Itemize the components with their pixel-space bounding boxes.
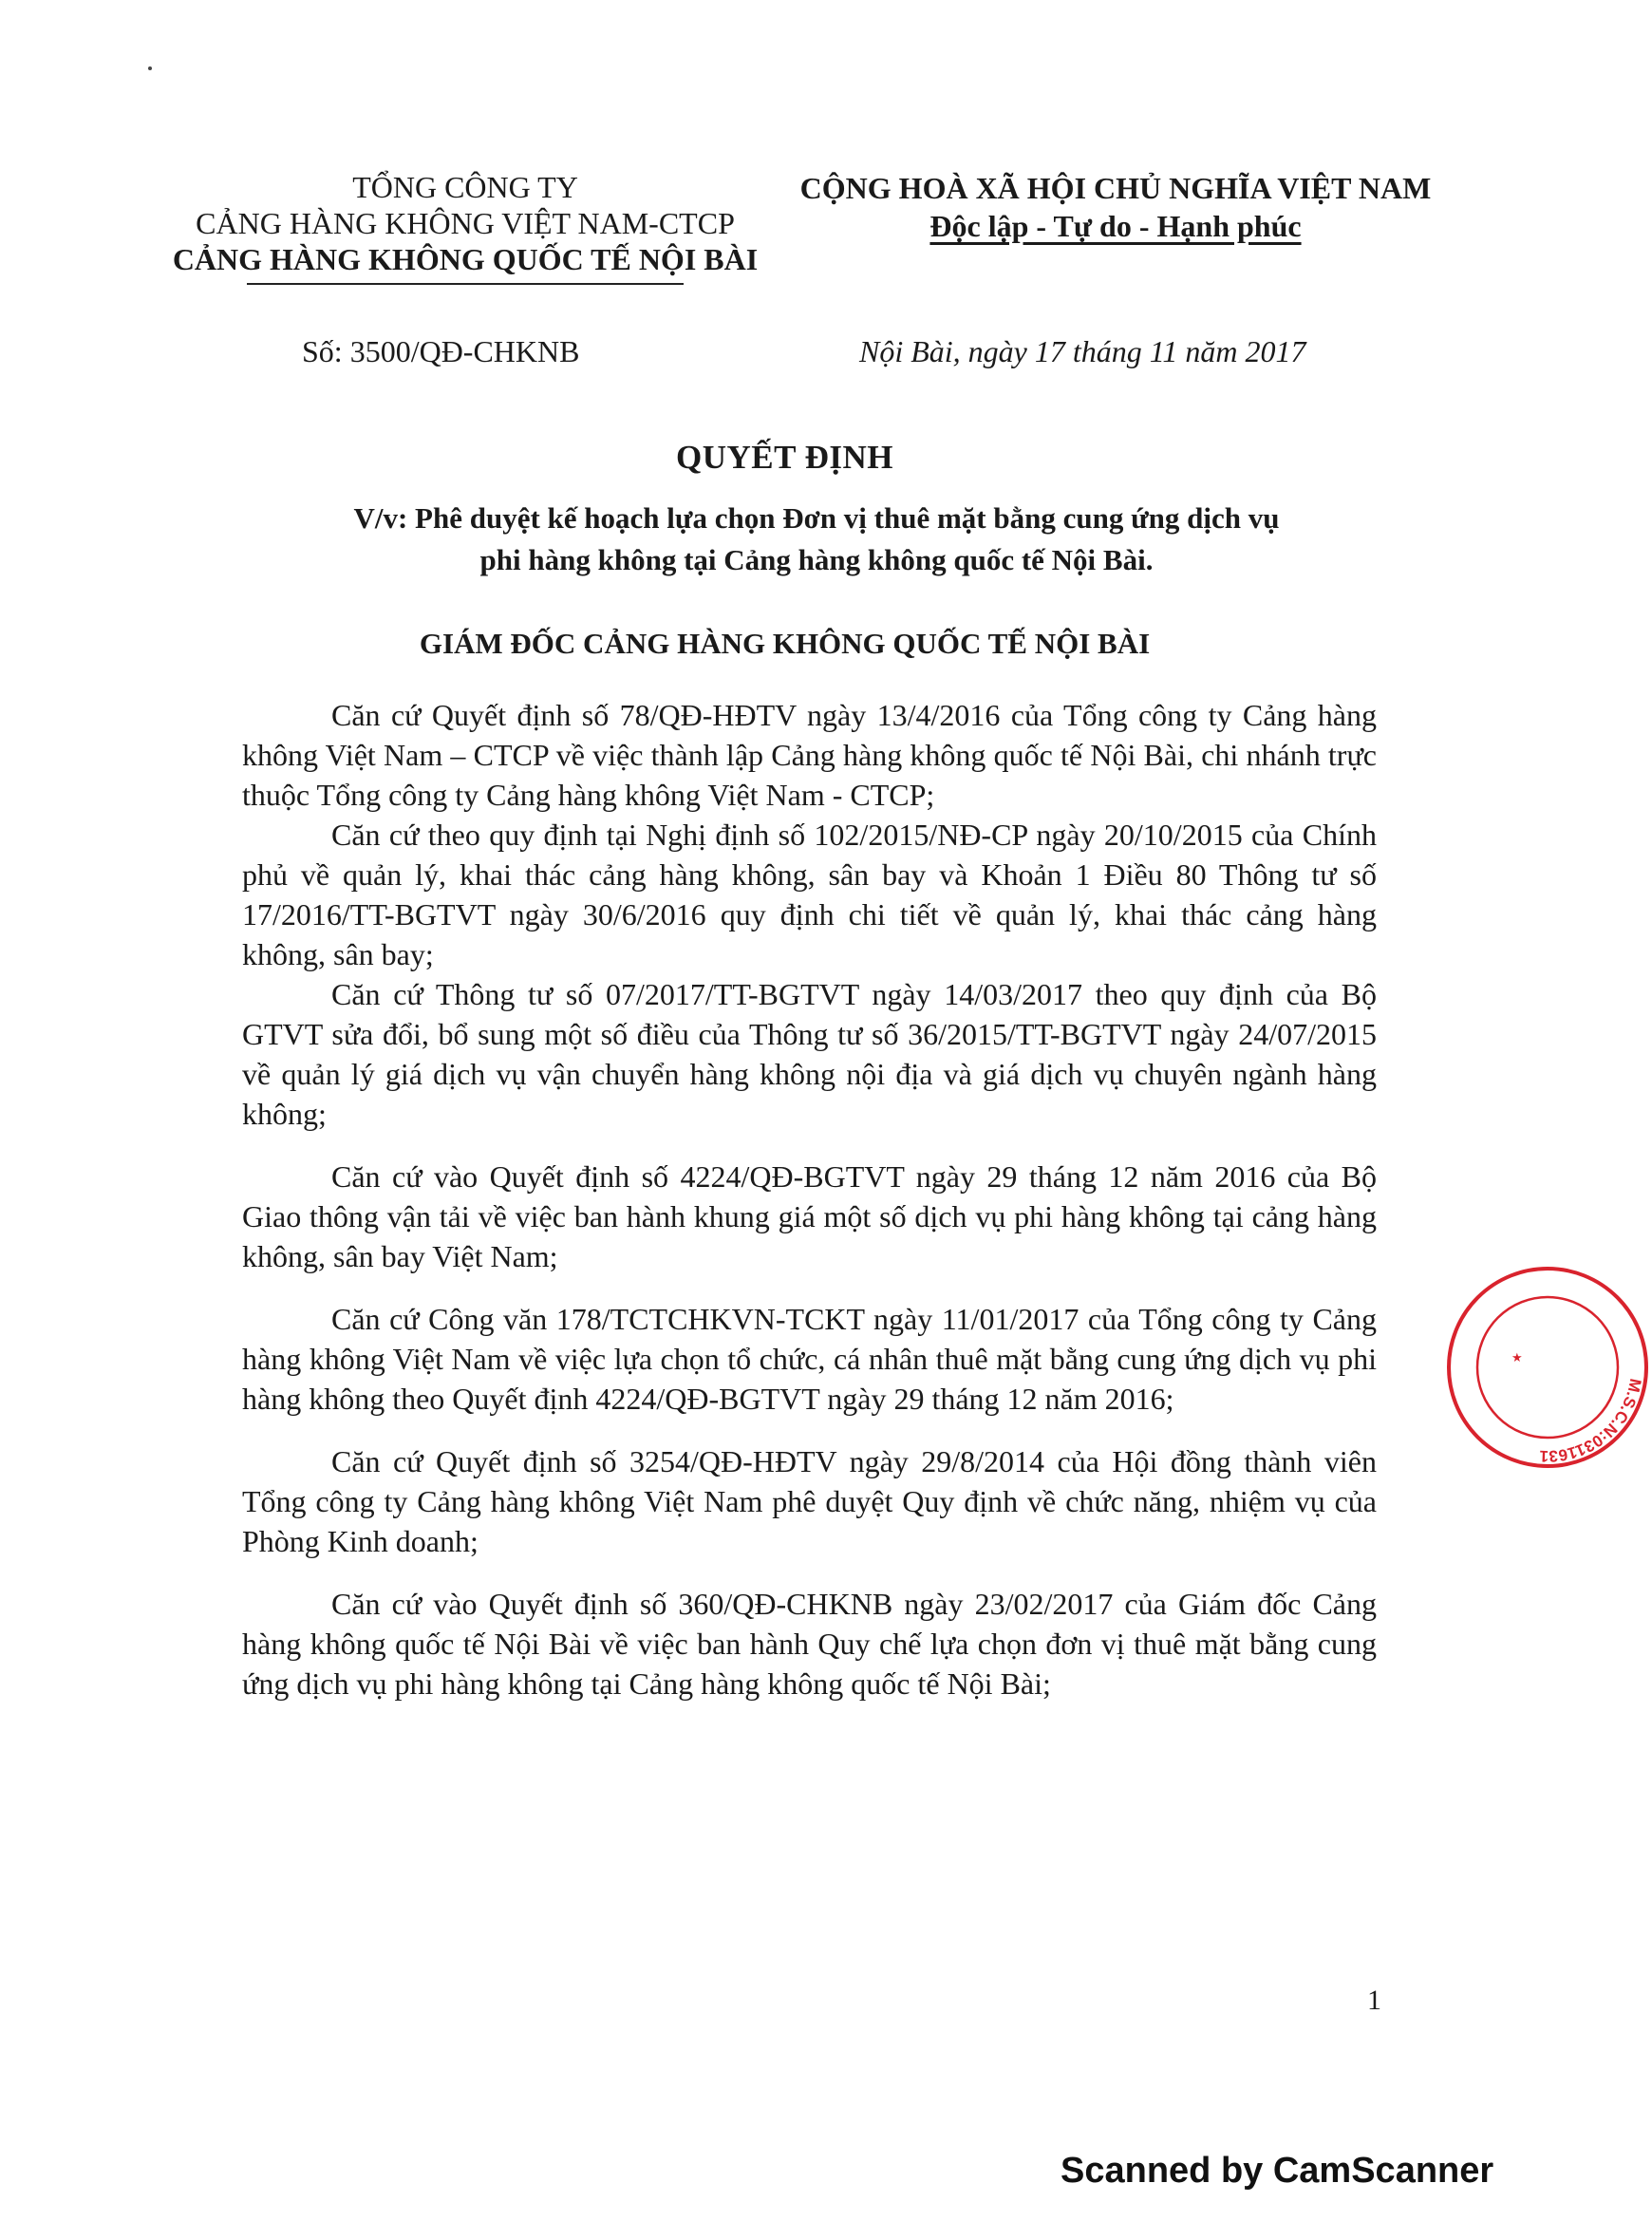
paragraph: Căn cứ Quyết định số 78/QĐ-HĐTV ngày 13/4/2016 của Tổng công ty Cảng hàng không Việt Nam – CTCP về việc thành lập Cảng hàng không quốc tế Nội Bài, chi nhánh trực thuộc Tổng công ty Cảng hàng không Việt Nam - CTCP; <box>242 698 1377 812</box>
subject-line2: phi hàng không tại Cảng hàng không quốc tế Nội Bài. <box>479 543 1154 576</box>
paragraph: Căn cứ Thông tư số 07/2017/TT-BGTVT ngày 14/03/2017 theo quy định của Bộ GTVT sửa đổi, bổ sung một số điều của Thông tư số 36/2015/TT-BGTVT ngày 24/07/2015 về quản lý giá dịch vụ vận chuyển hàng không nội địa và giá dịch vụ chuyên ngành hàng không; <box>242 977 1377 1131</box>
official-seal-stamp <box>1443 1263 1652 1472</box>
svg-text:★: ★ <box>1511 1350 1523 1365</box>
header-org-line1: TỔNG CÔNG TY <box>352 170 578 204</box>
document-number: Số: 3500/QĐ-CHKNB <box>302 334 580 368</box>
svg-text:M.S.C.N:0311631: M.S.C.N:0311631 <box>1539 1377 1645 1466</box>
subject-line1: V/v: Phê duyệt kế hoạch lựa chọn Đơn vị thuê mặt bằng cung ứng dịch vụ <box>353 501 1280 535</box>
document-date: Nội Bài, ngày 17 tháng 11 năm 2017 <box>859 334 1306 368</box>
header-national <box>788 169 1443 245</box>
paragraph: Căn cứ vào Quyết định số 4224/QĐ-BGTVT ngày 29 tháng 12 năm 2016 của Bộ Giao thông vận tải về việc ban hành khung giá một số dịch vụ phi hàng không tại cảng hàng không, sân bay Việt Nam; <box>242 1159 1377 1273</box>
document-subject <box>285 498 1348 581</box>
paragraph: Căn cứ Công văn 178/TCTCHKVN-TCKT ngày 11/01/2017 của Tổng công ty Cảng hàng không Việt Nam về việc lựa chọn tổ chức, cá nhân thuê mặt bằng cung ứng dịch vụ phi hàng không theo Quyết định 4224/QĐ-BGTVT ngày 29 tháng 12 năm 2016; <box>242 1302 1377 1416</box>
header-national-line1: CỘNG HOÀ XÃ HỘI CHỦ NGHĨA VIỆT NAM <box>799 171 1432 205</box>
scanner-watermark: Scanned by CamScanner <box>1061 2151 1494 2191</box>
document-title: QUYẾT ĐỊNH <box>676 439 893 476</box>
header-left-divider <box>247 283 684 285</box>
header-organization <box>161 169 769 285</box>
issuing-authority: GIÁM ĐỐC CẢNG HÀNG KHÔNG QUỐC TẾ NỘI BÀI <box>419 627 1151 660</box>
page-number: 1 <box>1367 1985 1381 2016</box>
paragraph: Căn cứ vào Quyết định số 360/QĐ-CHKNB ngày 23/02/2017 của Giám đốc Cảng hàng không quốc tế Nội Bài về việc ban hành Quy chế lựa chọn đơn vị thuê mặt bằng cung ứng dịch vụ phi hàng không tại Cảng hàng không quốc tế Nội Bài; <box>242 1587 1377 1701</box>
header-org-line3: CẢNG HÀNG KHÔNG QUỐC TẾ NỘI BÀI <box>172 242 759 276</box>
scan-speck <box>148 66 152 70</box>
paragraph: Căn cứ theo quy định tại Nghị định số 102/2015/NĐ-CP ngày 20/10/2015 của Chính phủ về quản lý, khai thác cảng hàng không, sân bay và Khoản 1 Điều 80 Thông tư số 17/2016/TT-BGTVT ngày 30/6/2016 quy định chi tiết về quản lý, khai thác cảng hàng không, sân bay; <box>242 818 1377 971</box>
header-org-line2: CẢNG HÀNG KHÔNG VIỆT NAM-CTCP <box>196 206 735 240</box>
header-national-motto: Độc lập - Tự do - Hạnh phúc <box>929 209 1302 243</box>
paragraph: Căn cứ Quyết định số 3254/QĐ-HĐTV ngày 29/8/2014 của Hội đồng thành viên Tổng công ty Cảng hàng không Việt Nam phê duyệt Quy định về chức năng, nhiệm vụ của Phòng Kinh doanh; <box>242 1444 1377 1558</box>
document-body <box>242 695 1377 1703</box>
